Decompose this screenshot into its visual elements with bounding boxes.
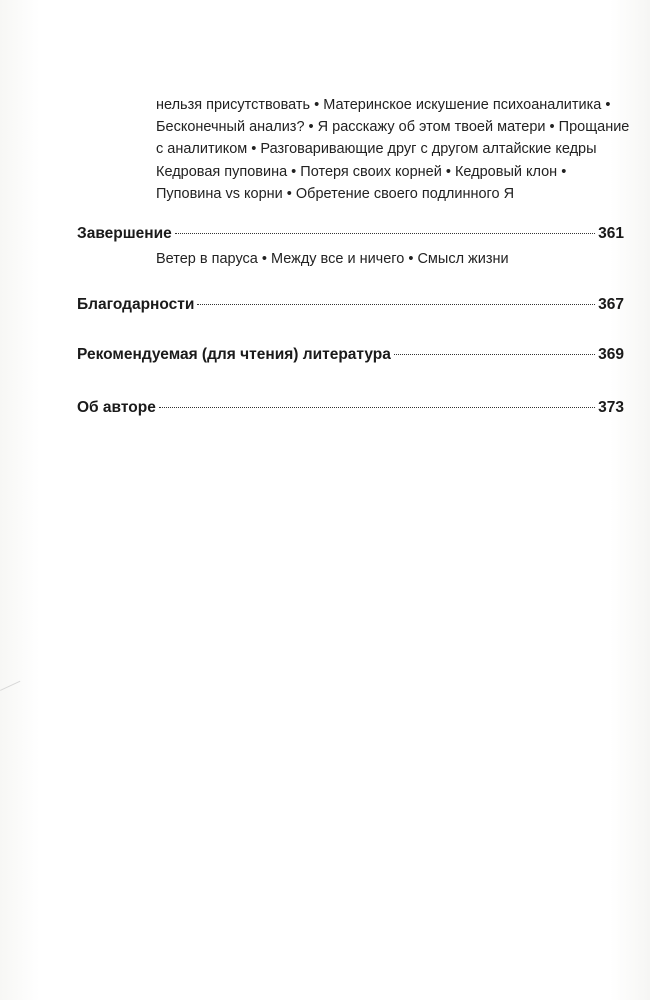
toc-subentry-line: Кедровая пуповина • Потеря своих корней • Кедровый клон • [156, 163, 567, 180]
toc-entry-conclusion [77, 225, 624, 243]
toc-subentry-line: Бесконечный анализ? • Я расскажу об этом твоей матери • Прощание [156, 119, 630, 136]
toc-page-number: 367 [598, 296, 624, 313]
toc-entry-subtitle: Ветер в паруса • Между все и ничего • Смысл жизни [156, 251, 509, 267]
dot-leader [159, 407, 595, 408]
toc-entry-title: Рекомендуемая (для чтения) литература [77, 346, 391, 363]
toc-subentry-line: Пуповина vs корни • Обретение своего подлинного Я [156, 185, 515, 202]
dot-leader [175, 233, 595, 234]
toc-page-number: 373 [598, 399, 624, 416]
toc-page-number: 361 [598, 225, 624, 242]
toc-entry-about-author [77, 399, 624, 417]
toc-entry-title: Завершение [77, 225, 172, 242]
toc-entry-recommended-reading [77, 346, 624, 364]
toc-entry-title: Благодарности [77, 296, 195, 313]
toc-page-number: 369 [598, 346, 624, 363]
toc-subentry-line: с аналитиком • Разговаривающие друг с другом алтайские кедры [156, 141, 597, 158]
toc-continuation-block [156, 94, 630, 205]
page-edge-mark [0, 681, 25, 702]
toc-subentry-line: нельзя присутствовать • Материнское искушение психоаналитика • [156, 97, 611, 113]
toc-entry-title: Об авторе [77, 399, 156, 416]
dot-leader [197, 304, 595, 305]
dot-leader [394, 354, 595, 355]
toc-entry-acknowledgements [77, 296, 624, 314]
